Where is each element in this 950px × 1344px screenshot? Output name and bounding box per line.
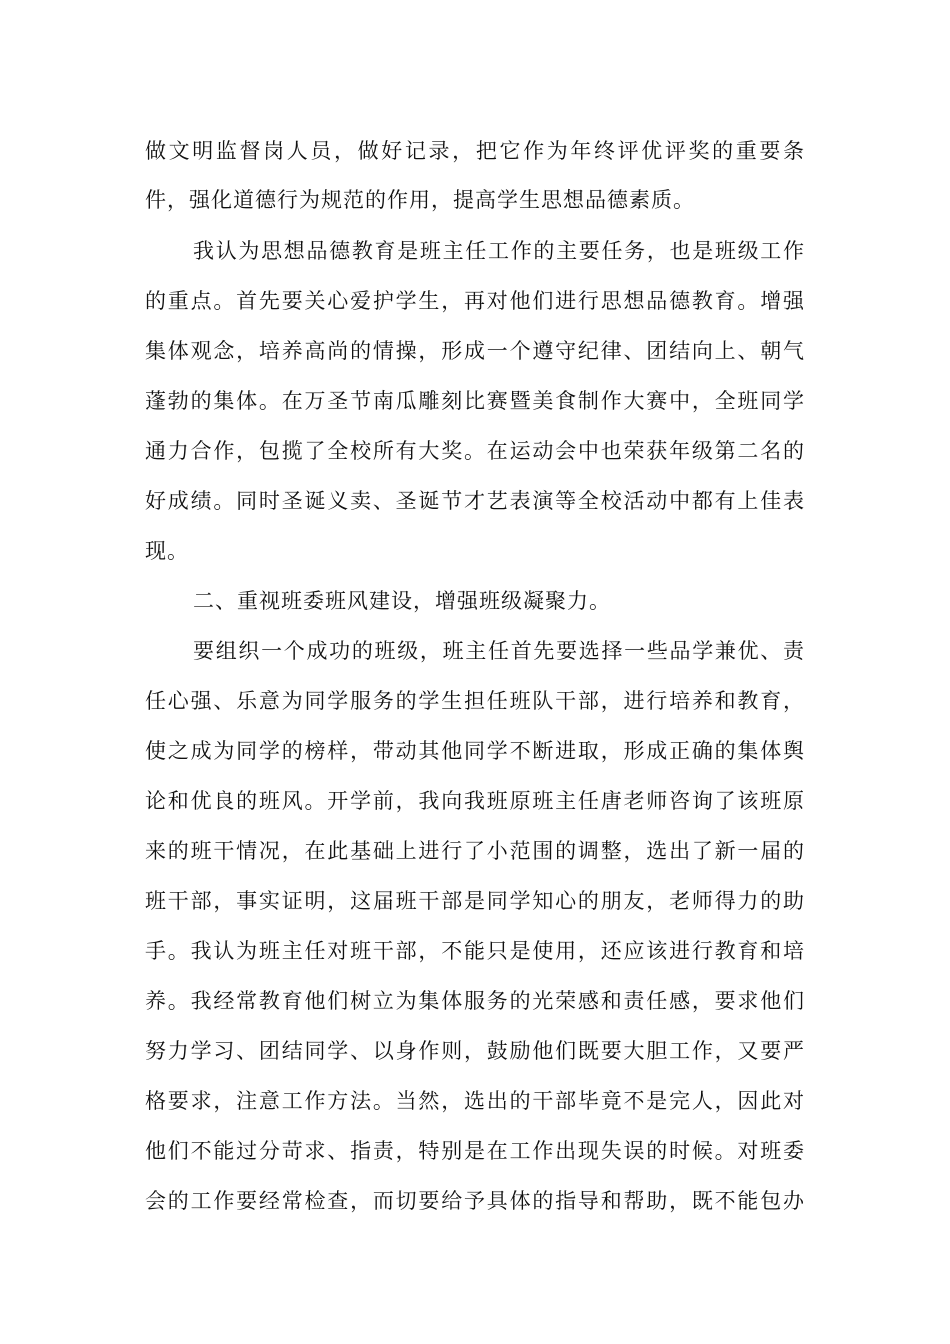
paragraph-4-line-5: 来的班干情况，在此基础上进行了小范围的调整，选出了新一届的 — [145, 839, 805, 863]
paragraph-2-line-6: 好成绩。同时圣诞义卖、圣诞节才艺表演等全校活动中都有上佳表 — [145, 489, 805, 513]
paragraph-4-line-6: 班干部，事实证明，这届班干部是同学知心的朋友，老师得力的助 — [145, 889, 805, 913]
paragraph-2-line-1: 我认为思想品德教育是班主任工作的主要任务，也是班级工作 — [193, 239, 805, 263]
paragraph-4-line-11: 他们不能过分苛求、指责，特别是在工作出现失误的时候。对班委 — [145, 1139, 805, 1163]
paragraph-4-line-2: 任心强、乐意为同学服务的学生担任班队干部，进行培养和教育， — [145, 689, 805, 713]
paragraph-4-line-9: 努力学习、团结同学、以身作则，鼓励他们既要大胆工作，又要严 — [145, 1039, 805, 1063]
paragraph-4-line-12: 会的工作要经常检查，而切要给予具体的指导和帮助，既不能包办 — [145, 1189, 805, 1213]
section-heading: 二、重视班委班风建设，增强班级凝聚力。 — [193, 589, 611, 613]
paragraph-2-line-7: 现。 — [145, 539, 189, 563]
paragraph-4-line-1: 要组织一个成功的班级，班主任首先要选择一些品学兼优、责 — [193, 639, 805, 663]
paragraph-4-line-7: 手。我认为班主任对班干部，不能只是使用，还应该进行教育和培 — [145, 939, 805, 963]
paragraph-2-line-4: 蓬勃的集体。在万圣节南瓜雕刻比赛暨美食制作大赛中，全班同学 — [145, 389, 805, 413]
paragraph-4-line-3: 使之成为同学的榜样，带动其他同学不断进取，形成正确的集体舆 — [145, 739, 805, 763]
paragraph-1-line-1: 做文明监督岗人员，做好记录，把它作为年终评优评奖的重要条 — [145, 139, 805, 163]
paragraph-2-line-2: 的重点。首先要关心爱护学生，再对他们进行思想品德教育。增强 — [145, 289, 805, 313]
paragraph-2-line-5: 通力合作，包揽了全校所有大奖。在运动会中也荣获年级第二名的 — [145, 439, 805, 463]
paragraph-4-line-8: 养。我经常教育他们树立为集体服务的光荣感和责任感，要求他们 — [145, 989, 805, 1013]
paragraph-4-line-10: 格要求，注意工作方法。当然，选出的干部毕竟不是完人，因此对 — [145, 1089, 805, 1113]
paragraph-4-line-4: 论和优良的班风。开学前，我向我班原班主任唐老师咨询了该班原 — [145, 789, 805, 813]
paragraph-2-line-3: 集体观念，培养高尚的情操，形成一个遵守纪律、团结向上、朝气 — [145, 339, 805, 363]
paragraph-1-line-2: 件，强化道德行为规范的作用，提高学生思想品德素质。 — [145, 188, 695, 212]
